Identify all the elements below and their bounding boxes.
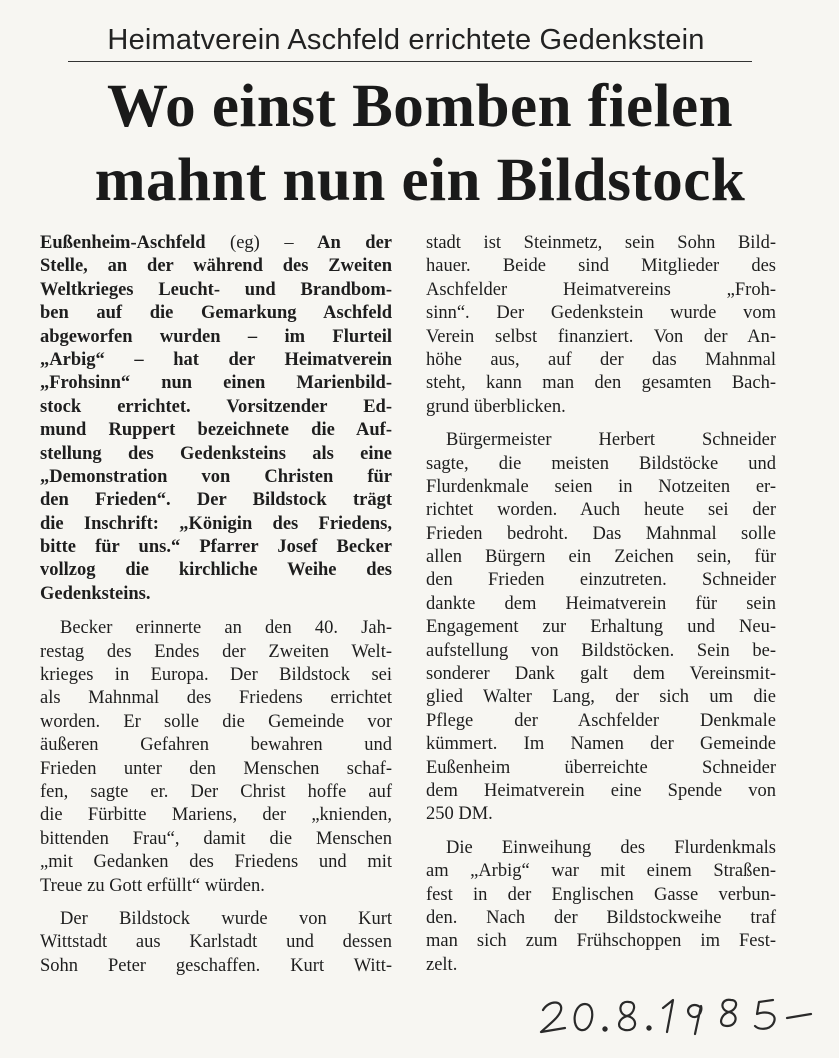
text-line: Der Bildstock wurde von Kurt bbox=[60, 908, 392, 929]
lead-line: abgeworfen wurden – im Flurteil bbox=[40, 326, 392, 347]
lead-line: „Frohsinn“ nun einen Marienbild- bbox=[40, 373, 392, 394]
text-line: grund überblicken. bbox=[426, 396, 566, 417]
lead-line: Stelle, an der während des Zweiten bbox=[40, 256, 392, 277]
text-line: richtet worden. Auch heute sei der bbox=[426, 500, 776, 521]
lead-line: vollzog die kirchliche Weihe des bbox=[40, 560, 392, 581]
text-line: Bürgermeister Herbert Schneider bbox=[446, 430, 776, 451]
text-line: aufstellung von Bildstöcken. Sein be- bbox=[426, 640, 776, 661]
text-line: krieges in Europa. Der Bildstock sei bbox=[40, 665, 392, 686]
text-line: fest in der Englischen Gasse verbun- bbox=[426, 884, 776, 905]
text-line: restag des Endes der Zweiten Welt- bbox=[40, 641, 392, 662]
text-line: Die Einweihung des Flurdenkmals bbox=[446, 837, 776, 858]
text-line: sonderer Dank galt dem Vereinsmit- bbox=[426, 664, 776, 685]
text-line: Frieden bedroht. Das Mahnmal solle bbox=[426, 523, 776, 544]
handwritten-date bbox=[535, 988, 825, 1040]
text-line: worden. Er solle die Gemeinde vor bbox=[40, 711, 392, 732]
text-line: 250 DM. bbox=[426, 804, 493, 825]
text-line: Treue zu Gott erfüllt“ würden. bbox=[40, 875, 265, 896]
lead-line: ben auf die Gemarkung Aschfeld bbox=[40, 303, 392, 324]
article-headline bbox=[20, 70, 820, 218]
text-line: man sich zum Frühschoppen im Fest- bbox=[426, 931, 776, 952]
text-line: äußeren Gefahren bewahren und bbox=[40, 735, 392, 756]
text-line: den Frieden einzutreten. Schneider bbox=[426, 570, 776, 591]
text-line: am „Arbig“ war mit einem Straßen- bbox=[426, 861, 776, 882]
dateline: Eußenheim-Aschfeld bbox=[40, 233, 206, 253]
lead-line: Weltkrieges Leucht- und Brandbom- bbox=[40, 279, 392, 300]
lead-first-line bbox=[40, 232, 392, 255]
lead-paragraph bbox=[40, 232, 392, 606]
text-line: fen, sagte er. Der Christ hoffe auf bbox=[40, 781, 392, 802]
lead-line: stellung des Gedenksteins als eine bbox=[40, 443, 392, 464]
text-line: kümmert. Im Namen der Gemeinde bbox=[426, 734, 776, 755]
headline-line-2: mahnt nun ein Bildstock bbox=[94, 147, 746, 214]
lead-line: bitte für uns.“ Pfarrer Josef Becker bbox=[40, 537, 392, 558]
text-line: Wittstadt aus Karlstadt und dessen bbox=[40, 932, 392, 953]
text-line: sagte, die meisten Bildstöcke und bbox=[426, 453, 776, 474]
text-line: glied Walter Lang, der sich um die bbox=[426, 687, 776, 708]
text-line: Frieden unter den Menschen schaf- bbox=[40, 758, 392, 779]
text-line: bittenden Frau“, damit die Menschen bbox=[40, 828, 392, 849]
lead-line: An der bbox=[293, 233, 392, 253]
handwritten-date-drawing bbox=[535, 988, 825, 1040]
paragraph-steinmetz bbox=[426, 232, 776, 419]
text-line: zelt. bbox=[426, 954, 458, 975]
text-line: stadt ist Steinmetz, sein Sohn Bild- bbox=[426, 233, 776, 253]
text-line: den. Nach der Bildstockweihe traf bbox=[426, 907, 776, 928]
lead-line: mund Ruppert bezeichnete die Auf- bbox=[40, 420, 392, 441]
article-kicker: Heimatverein Aschfeld errichtete Gedenkstein bbox=[107, 24, 705, 56]
text-line: Engagement zur Erhaltung und Neu- bbox=[426, 617, 776, 638]
right-column bbox=[426, 232, 776, 987]
lead-line: den Frieden“. Der Bildstock trägt bbox=[40, 490, 392, 511]
headline-line-1: Wo einst Bomben fielen bbox=[106, 73, 734, 140]
text-line: hauer. Beide sind Mitglieder des bbox=[426, 256, 776, 277]
text-line: sinn“. Der Gedenkstein wurde vom bbox=[426, 303, 776, 324]
lead-line: stock errichtet. Vorsitzender Ed- bbox=[40, 396, 392, 417]
text-line: dem Heimatverein eine Spende von bbox=[426, 780, 776, 801]
kicker-underline bbox=[68, 61, 752, 62]
text-line: Flurdenkmale seien in Notzeiten er- bbox=[426, 476, 776, 497]
lead-line: Gedenksteins. bbox=[40, 583, 151, 604]
text-line: Sohn Peter geschaffen. Kurt Witt- bbox=[40, 955, 392, 976]
text-line: allen Bürgern ein Zeichen sein, für bbox=[426, 547, 776, 568]
text-line: die Fürbitte Mariens, der „knienden, bbox=[40, 805, 392, 826]
text-line: als Mahnmal des Friedens errichtet bbox=[40, 688, 392, 709]
text-line: steht, kann man den gesamten Bach- bbox=[426, 373, 776, 394]
text-line: Aschfelder Heimatvereins „Froh- bbox=[426, 279, 776, 300]
text-line: Eußenheim überreichte Schneider bbox=[426, 757, 776, 778]
text-line: „mit Gedanken des Friedens und mit bbox=[40, 852, 392, 873]
lead-line: „Arbig“ – hat der Heimatverein bbox=[40, 349, 392, 370]
paragraph-wittstadt bbox=[40, 908, 392, 978]
paragraph-buergermeister bbox=[426, 429, 776, 827]
text-line: Verein selbst finanziert. Von der An- bbox=[426, 326, 776, 347]
left-column bbox=[40, 232, 392, 988]
dateline-tag: (eg) – bbox=[230, 233, 294, 253]
lead-line: „Demonstration von Christen für bbox=[40, 466, 392, 487]
paragraph-einweihung bbox=[426, 837, 776, 977]
text-line: höhe aus, auf der das Mahnmal bbox=[426, 349, 776, 370]
text-line: dankte dem Heimatverein für sein bbox=[426, 593, 776, 614]
text-line: Pflege der Aschfelder Denkmale bbox=[426, 710, 776, 731]
lead-line: die Inschrift: „Königin des Friedens, bbox=[40, 513, 392, 534]
text-line: Becker erinnerte an den 40. Jah- bbox=[60, 618, 392, 639]
paragraph-becker bbox=[40, 617, 392, 898]
